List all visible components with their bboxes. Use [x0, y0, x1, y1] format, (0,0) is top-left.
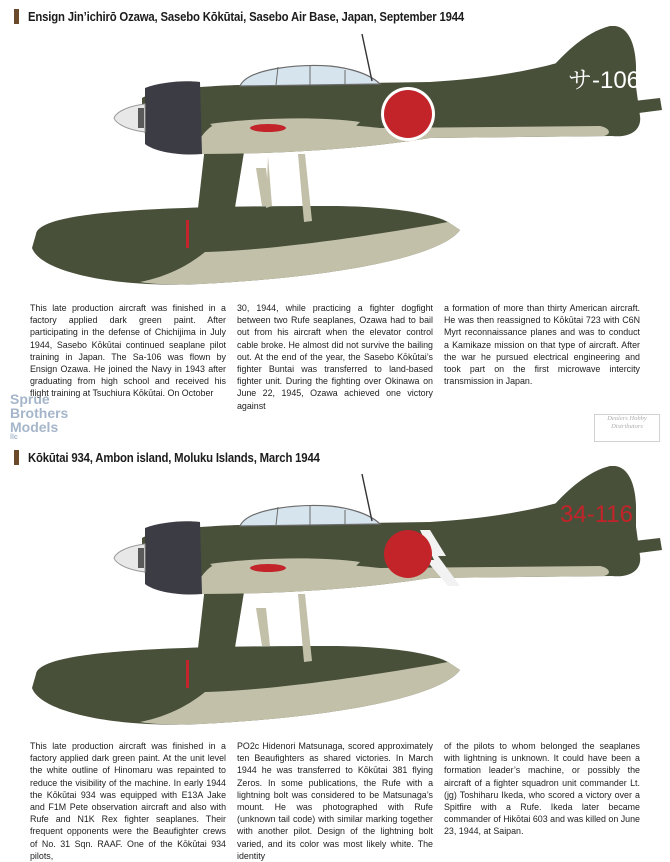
fuselage-hinomaru: [384, 90, 432, 138]
watermark-line-1: Sprue: [10, 391, 50, 407]
float-stripe: [186, 220, 189, 248]
aircraft-profile-2: [0, 466, 670, 728]
title-accent-bar: [14, 450, 19, 465]
section-1-text-col-3: a formation of more than thirty American aircraft. He was then reassigned to Kōkūtai 723 with C6N Myrt reconnaissance planes and was to conduct a Kamikaze mission on that type of aircraft. After the war he pursued electrical engineering and took part on the first microwave intercity transmission in Japan.: [444, 303, 640, 387]
tail-code-text: 34-116: [560, 501, 633, 528]
section-2-text-col-2: PO2c Hidenori Matsunaga, scored approximately ten Beaufighters as shared victories. In March 1944 he was transferred to Kōkūtai 381 flying Zeros. In some publications, the Rufe with a lightning bolt was considered to be Matsunaga’s mount. He was photographed with Rufe (unknown tail code) with similar marking together with another pilot. Design of the lightning bolt varied, and its color was most likely white. The identity: [237, 741, 433, 861]
float-stripe: [186, 660, 189, 688]
section-1-header: [14, 9, 535, 24]
propeller-hub: [138, 108, 144, 128]
sprue-brothers-watermark: [10, 392, 80, 441]
watermark-line-2: Brothers: [10, 405, 69, 421]
section-1-text-col-2: 30, 1944, while practicing a fighter dogfight between two Rufe seaplanes, Ozawa had to bail out from his aircraft when the elevator control cable broke. He almost did not survive the bailing out. At the end of the year, the Sasebo Kōkūtai’s fighter Buntai was transferred to land-based fighter unit. During the fighting over Okinawa on June 22, 1945, Ozawa achieved one victory against: [237, 303, 433, 411]
section-2-text-col-1: This late production aircraft was finished in a factory applied dark green paint. At the unit level the white outline of Hinomaru was repainted to reduce the visibility of the machine. In early 1944 the Kōkūtai 934 was equipped with E13A Jake and F1M Pete observation aircraft and also with Rufe and N1K Rex fighter seaplanes. Their frequent opponents were the Beaufighter crews of No. 31 Sqn. RAAF. One of the Kōkūtai 934 pilots,: [30, 741, 226, 861]
tail-code-text: サ-106: [568, 67, 641, 94]
section-1-title: Ensign Jin’ichirō Ozawa, Sasebo Kōkūtai, Sasebo Air Base, Japan, September 1944: [28, 9, 465, 24]
wing-hinomaru: [250, 564, 286, 572]
wing-hinomaru: [250, 124, 286, 132]
section-1-text-col-1: This late production aircraft was finished in a factory applied dark green paint. After participating in the defense of Chichijima in July 1944, Sasebo Kōkūtai continued seaplane pilot training in Japan. The Sa-106 was flown by Ensign Ozawa. He joined the Navy in 1943 after graduating from high school and received his flight training at Tsuchiura Kōkūtai. On October: [30, 303, 226, 399]
section-2-text-col-3: of the pilots to whom belonged the seaplanes with lightning is unknown. It could have been a formation leader’s machine, or possibly the aircraft of a fighter squadron unit commander Lt.(jg) Toshiharu Ikeda, who scored a victory over a Spitfire with a Rufe. Ikeda later became commander of Hikōtai 603 and was killed on June 23, 1944, at Saipan.: [444, 741, 640, 837]
aircraft-profile-1: [0, 26, 670, 288]
fuselage-hinomaru: [384, 530, 432, 578]
engine-cowling: [145, 81, 202, 154]
propeller-hub: [138, 548, 144, 568]
wingtip-float-strut: [256, 608, 270, 646]
watermark-suffix: llc: [10, 434, 18, 441]
section-2-header: [14, 450, 367, 465]
watermark-line-3: Models: [10, 419, 59, 435]
title-accent-bar: [14, 9, 19, 24]
engine-cowling: [145, 521, 202, 594]
section-2-title: Kōkūtai 934, Ambon island, Moluku Islands, March 1944: [28, 450, 320, 465]
distributor-watermark: Dealers Hobby Distributors: [594, 414, 660, 442]
